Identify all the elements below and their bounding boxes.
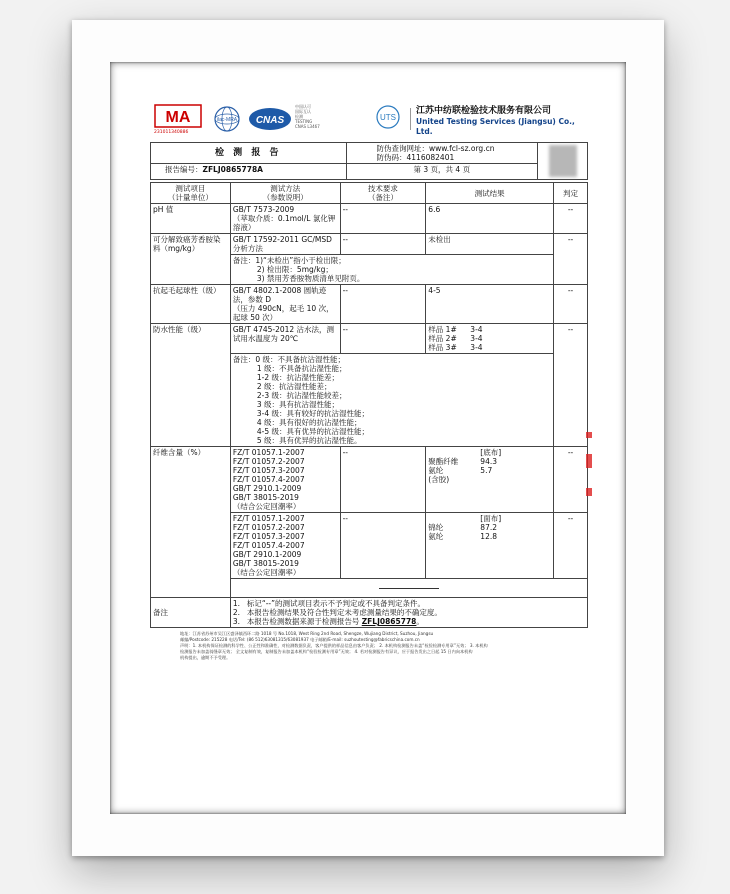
header-text: （参数说明）: [262, 193, 308, 202]
cell-result: [426, 513, 554, 579]
fiber-component: [428, 457, 551, 466]
note-line: 备注：1)“未检出”指小于检出限；: [232, 256, 346, 265]
cell-result: [426, 324, 554, 354]
footer-line: 检测报告未加盖骑缝章无效； 全文复制有效，复制报告未加盖本机构“检验检测专用章”无效； 4. 若对检测报告有异议，应于报告发出之日起 15 日内向本机构: [180, 649, 473, 654]
report-number: [151, 164, 347, 180]
uts-logo: [372, 104, 404, 130]
note-line: 2-3 级：抗沾湿性能较差；: [256, 391, 347, 400]
report-number-value: ZFLJ0865778A: [202, 165, 263, 174]
cell-item: [151, 234, 231, 285]
sample-label: 样品 3#: [428, 343, 457, 352]
cell-requirement: --: [340, 234, 426, 255]
table-row-water: [151, 324, 588, 354]
col-header-item: [151, 183, 231, 204]
remark-line: [233, 599, 585, 608]
cell-result: 4-5: [426, 285, 554, 324]
page-info: 第 3 页，共 4 页: [346, 164, 538, 180]
remark-num: 3.: [232, 617, 240, 626]
method-line: GB/T 4802.1-2008 圆轨迹: [232, 286, 327, 295]
cell-judgement: --: [554, 285, 588, 324]
cnas-side-line: 检测: [295, 114, 303, 119]
cma-logo: [154, 104, 202, 130]
cell-judgement: --: [554, 447, 588, 513]
cell-judgement: --: [554, 324, 588, 447]
end-of-table-line: [379, 588, 439, 589]
method-line: FZ/T 01057.2-2007: [232, 457, 305, 466]
anti-fake-url: 防伪查询网址：www.fcl-sz.org.cn: [376, 144, 495, 153]
note-line: 3 级：具有抗沾湿性能；: [256, 400, 339, 409]
remark-line: [233, 617, 585, 626]
cma-mark: MA: [165, 109, 191, 126]
header-text: 测试方法: [270, 184, 301, 193]
qr-code-blurred: [549, 145, 577, 177]
table-row-amine: [151, 234, 588, 255]
item-line: 料（mg/kg）: [153, 244, 200, 253]
fiber-name: 锦纶: [428, 523, 444, 532]
sample-value: 3-4: [470, 343, 483, 352]
seal-stamp-mark: [586, 432, 592, 438]
cell-requirement: --: [340, 324, 426, 354]
item-line: 可分解致癌芳香胺染: [153, 235, 221, 244]
cell-note: [230, 255, 553, 285]
fabric-part: [底布]: [480, 448, 502, 457]
note-line: 2 级：抗沾湿性能差；: [256, 382, 332, 391]
footer-line: 声明：1. 本机构保证检测的科学性、公正性和准确性，对检测数据负责，客户提供的样品信息由客户负责； 2. 本机构检测报告未盖“检验检测专用章”无效； 3. 本机构: [180, 643, 488, 648]
note-line: 3) 禁用芳香胺物质清单见附页。: [256, 274, 365, 283]
test-report-document: [150, 102, 588, 661]
col-header-method: [230, 183, 340, 204]
report-info-table: [150, 142, 588, 180]
method-line: 分析方法: [232, 244, 263, 253]
method-line: （压力 490cN，起毛 10 次，: [232, 304, 334, 313]
method-line: FZ/T 01057.3-2007: [232, 466, 305, 475]
fabric-part: [面布]: [480, 514, 502, 523]
cell-judgement: --: [554, 234, 588, 285]
remark-text: 本报告检测结果及符合性判定未考虑测量结果的不确定度。: [246, 608, 442, 617]
remark-num: 1.: [232, 599, 240, 608]
note-line: 5 级：具有优异的抗沾湿性能。: [256, 436, 362, 445]
cell-judgement: --: [554, 204, 588, 234]
method-line: （萃取介质：0.1mol/L 氯化钾: [232, 214, 336, 223]
cell-item: 抗起毛起球性（级）: [151, 285, 231, 324]
cell-item: pH 值: [151, 204, 231, 234]
cell-result: 未检出: [426, 234, 554, 255]
remarks-label: 备注: [151, 598, 231, 628]
method-line: FZ/T 01057.1-2007: [232, 448, 305, 457]
sample-value: 3-4: [470, 325, 483, 334]
frame-mat: [110, 62, 626, 814]
sample-label: 样品 2#: [428, 334, 457, 343]
fiber-name: (含胶): [428, 475, 450, 484]
fiber-value: 12.8: [480, 532, 497, 541]
cell-method: [230, 204, 340, 234]
fiber-component: [428, 532, 551, 541]
cell-method: [230, 285, 340, 324]
test-results-table: [150, 182, 588, 628]
cnas-side-line: 中国认可: [295, 104, 311, 109]
table-row-fiber-bottom: [151, 447, 588, 513]
fiber-name: 氨纶: [428, 532, 444, 541]
header-text: （计量单位）: [167, 193, 213, 202]
note-line: 2) 检出限：5mg/kg；: [256, 265, 333, 274]
method-line: GB/T 2910.1-2009: [232, 550, 302, 559]
cell-method: [230, 513, 340, 579]
sample-result: [428, 334, 551, 343]
method-line: FZ/T 01057.1-2007: [232, 514, 305, 523]
uts-label: UTS: [380, 113, 396, 122]
cell-note: [230, 354, 553, 447]
picture-frame: [72, 20, 664, 856]
report-title: 检 测 报 告: [151, 143, 347, 164]
cell-item: 纤维含量（%）: [151, 447, 231, 598]
method-line: （结合公定回潮率）: [232, 502, 301, 511]
fiber-value: 94.3: [480, 457, 497, 466]
col-header-requirement: [340, 183, 426, 204]
method-line: FZ/T 01057.3-2007: [232, 532, 305, 541]
cell-requirement: --: [340, 513, 426, 579]
cell-requirement: --: [340, 204, 426, 234]
method-line: GB/T 2910.1-2009: [232, 484, 302, 493]
header-text: 测试项目: [175, 184, 206, 193]
cell-judgement: --: [554, 513, 588, 579]
cell-requirement: --: [340, 447, 426, 513]
table-header-row: [151, 183, 588, 204]
company-name-en: United Testing Services (Jiangsu) Co., Ltd.: [416, 117, 575, 136]
sample-result: [428, 343, 551, 352]
sample-label: 样品 1#: [428, 325, 457, 334]
report-header-logos: [150, 102, 588, 140]
footer-line: 邮编/Postcode: 215228 电话/Tel: (86 512)63081315/63081937 电子邮箱/E-mail: suzhoutesting@fabricschina.com.cn: [180, 637, 420, 642]
company-name-cn: 江苏中纺联检验技术服务有限公司: [416, 106, 552, 116]
method-line: FZ/T 01057.4-2007: [232, 475, 305, 484]
method-line: 起球 50 次）: [232, 313, 278, 322]
col-header-result: 测试结果: [426, 183, 554, 204]
logo-divider: [410, 108, 411, 130]
method-line: GB/T 38015-2019: [232, 559, 299, 568]
cnas-side-line: 国际互认: [295, 109, 311, 114]
col-header-judgement: 判定: [554, 183, 588, 204]
cell-method: [230, 447, 340, 513]
fiber-name: 聚酯纤维: [428, 457, 459, 466]
method-line: GB/T 17592-2011 GC/MSD: [232, 235, 332, 244]
cma-number: 231011340886: [154, 130, 189, 135]
method-line: 试用水温度为 20℃: [232, 334, 299, 343]
footer-line: 地址：江苏省苏州市吴江区盛泽镇西环二路 1018 号 No.1018, West Ring 2nd Road, Shengze, Wujiang District, Suzhou, Jiangsu: [180, 631, 434, 636]
table-row-remarks: [151, 598, 588, 628]
header-text: 技术要求: [367, 184, 398, 193]
company-name: [416, 106, 588, 137]
fiber-component: [428, 475, 551, 484]
remarks-content: [230, 598, 587, 628]
cell-result: 6.6: [426, 204, 554, 234]
fiber-component: [428, 523, 551, 532]
cell-item: 防水性能（级）: [151, 324, 231, 447]
fiber-value: 5.7: [480, 466, 493, 475]
header-text: （备注）: [367, 193, 398, 202]
ilac-mra-logo: [212, 104, 242, 134]
cnas-side-line: TESTING: [295, 119, 313, 124]
sample-result: [428, 325, 551, 334]
method-line: 溶液）: [232, 223, 256, 232]
method-line: GB/T 38015-2019: [232, 493, 299, 502]
cnas-side-text: [295, 104, 320, 129]
report-number-label: 报告编号：: [165, 165, 203, 174]
end-of-table: [230, 579, 587, 598]
seal-stamp-mark: [586, 488, 592, 496]
qr-code-area: [538, 143, 588, 180]
method-line: GB/T 7573-2009: [232, 205, 295, 214]
note-line: 备注：0 级：不具备抗沾湿性能；: [232, 355, 345, 364]
remark-report-ref: ZFLJ0865778: [361, 617, 417, 626]
remark-text: 本报告检测数据来源于检测报告号: [246, 617, 362, 626]
note-line: 1 级：不具备抗沾湿性能；: [256, 364, 347, 373]
anti-fake-code: 防伪码：4116082401: [376, 153, 455, 162]
fiber-value: 87.2: [480, 523, 497, 532]
note-line: 4-5 级：具有优异的抗沾湿性能；: [256, 427, 369, 436]
fiber-component: [428, 466, 551, 475]
table-row-ph: [151, 204, 588, 234]
remark-tail: 。: [416, 617, 424, 626]
note-line: 4 级：具有很好的抗沾湿性能；: [256, 418, 362, 427]
cnas-side-line: CNAS L3467: [295, 124, 320, 129]
method-line: FZ/T 01057.2-2007: [232, 523, 305, 532]
cnas-logo: [248, 106, 292, 132]
cell-result: [426, 447, 554, 513]
fiber-name: 氨纶: [428, 466, 444, 475]
ilac-label: ilac-MRA: [216, 117, 238, 123]
report-footer: [150, 628, 588, 661]
remark-text: 标记“--”的测试项目表示不予判定或不具备判定条件。: [246, 599, 426, 608]
cell-method: [230, 234, 340, 255]
sample-value: 3-4: [470, 334, 483, 343]
seal-stamp-mark: [586, 454, 592, 468]
note-line: 3-4 级：具有较好的抗沾湿性能；: [256, 409, 369, 418]
method-line: GB/T 4745-2012 沾水法，测: [232, 325, 335, 334]
footer-line: 机构提出，逾期不予受理。: [180, 655, 231, 660]
remark-num: 2.: [232, 608, 240, 617]
method-line: FZ/T 01057.4-2007: [232, 541, 305, 550]
remark-line: [233, 608, 585, 617]
cnas-label: CNAS: [255, 115, 285, 126]
cell-requirement: --: [340, 285, 426, 324]
cell-method: [230, 324, 340, 354]
method-line: （结合公定回潮率）: [232, 568, 301, 577]
method-line: 法，参数 D: [232, 295, 272, 304]
note-line: 1-2 级：抗沾湿性能差；: [256, 373, 339, 382]
anti-fake-info: [346, 143, 538, 164]
table-row-pilling: [151, 285, 588, 324]
